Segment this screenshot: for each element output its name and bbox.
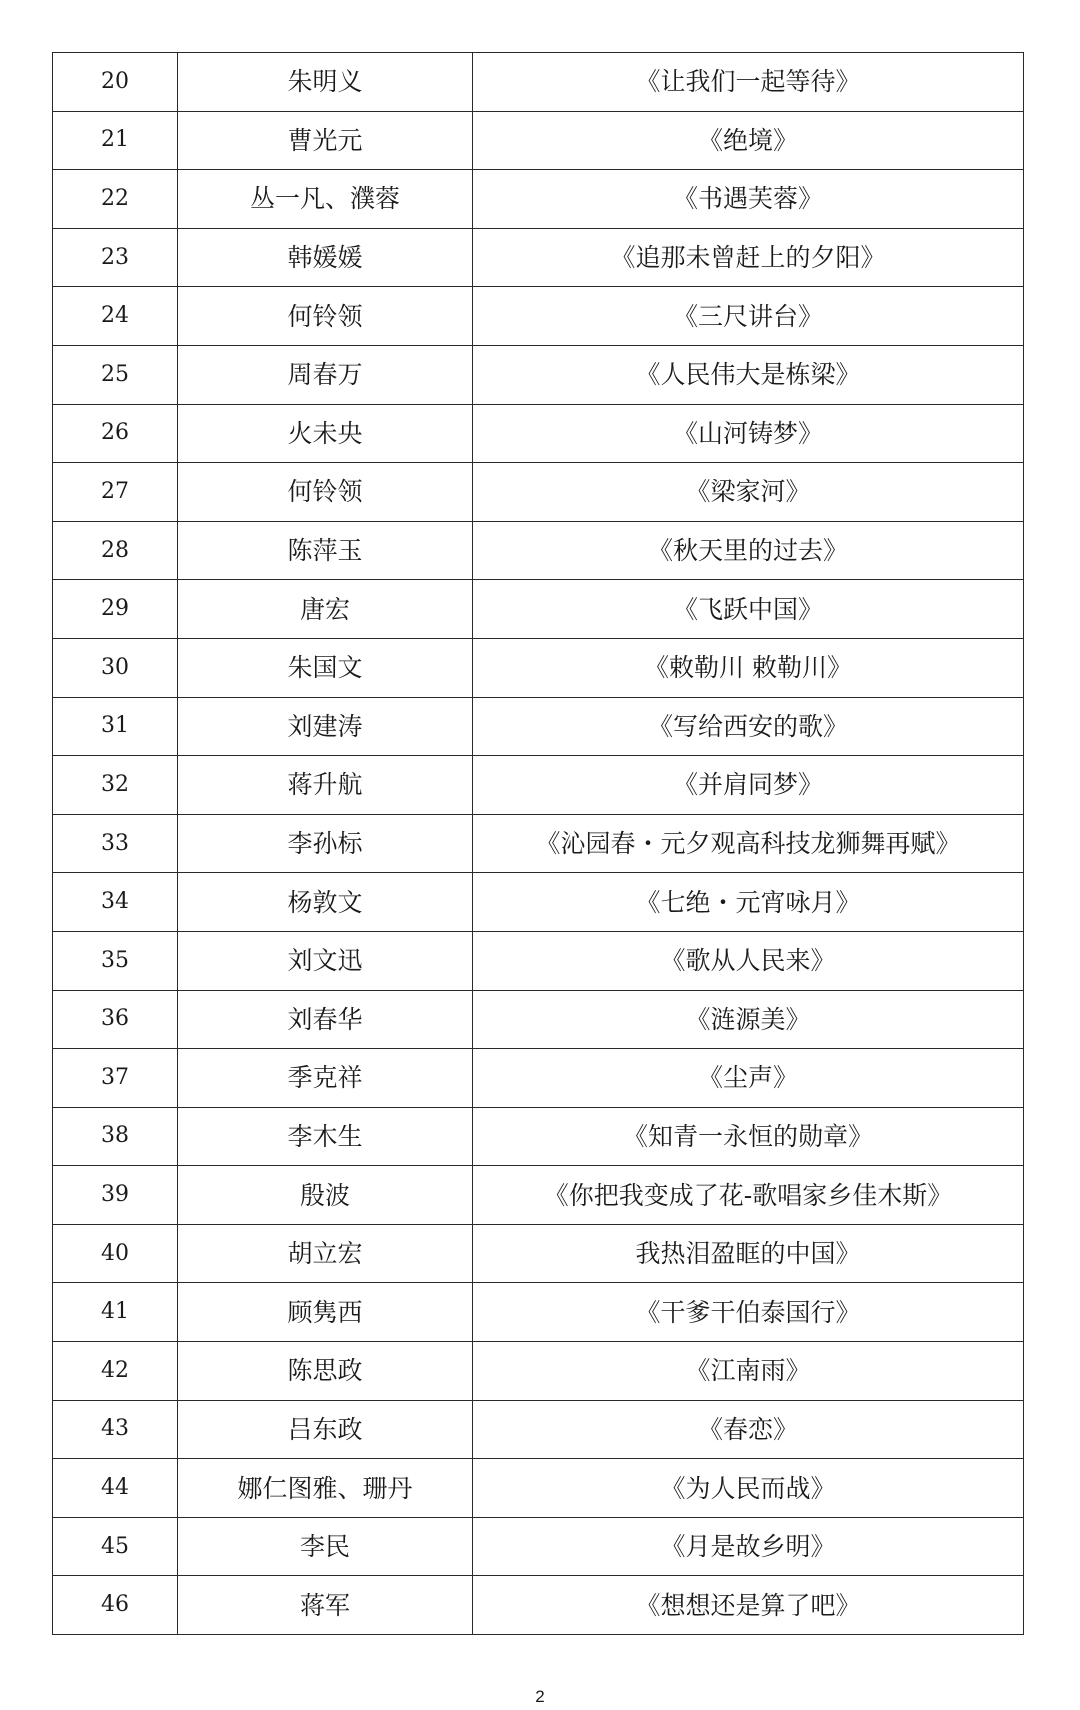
table-row xyxy=(53,228,1024,287)
table-row xyxy=(53,1342,1024,1401)
title-cell: 《并肩同梦》 xyxy=(473,756,1024,815)
title-cell: 《山河铸梦》 xyxy=(473,404,1024,463)
title-cell: 《沁园春・元夕观高科技龙狮舞再赋》 xyxy=(473,814,1024,873)
author-cell: 火未央 xyxy=(178,404,473,463)
row-number: 44 xyxy=(53,1459,178,1518)
row-number: 40 xyxy=(53,1224,178,1283)
author-cell: 刘建涛 xyxy=(178,697,473,756)
author-cell: 陈萍玉 xyxy=(178,521,473,580)
row-number: 45 xyxy=(53,1517,178,1576)
row-number: 20 xyxy=(53,53,178,112)
title-cell: 《追那未曾赶上的夕阳》 xyxy=(473,228,1024,287)
table-row xyxy=(53,638,1024,697)
title-cell: 《梁家河》 xyxy=(473,463,1024,522)
title-cell: 《尘声》 xyxy=(473,1049,1024,1108)
row-number: 27 xyxy=(53,463,178,522)
author-cell: 何铃领 xyxy=(178,287,473,346)
author-cell: 蒋升航 xyxy=(178,756,473,815)
row-number: 29 xyxy=(53,580,178,639)
row-number: 25 xyxy=(53,345,178,404)
table-row xyxy=(53,1459,1024,1518)
title-cell: 《绝境》 xyxy=(473,111,1024,170)
table-row xyxy=(53,463,1024,522)
title-cell: 《敕勒川 敕勒川》 xyxy=(473,638,1024,697)
title-cell: 《知青一永恒的勋章》 xyxy=(473,1107,1024,1166)
author-cell: 李孙标 xyxy=(178,814,473,873)
author-cell: 顾隽西 xyxy=(178,1283,473,1342)
row-number: 38 xyxy=(53,1107,178,1166)
table-row xyxy=(53,404,1024,463)
row-number: 31 xyxy=(53,697,178,756)
table-row xyxy=(53,1107,1024,1166)
table-row xyxy=(53,931,1024,990)
row-number: 21 xyxy=(53,111,178,170)
author-cell: 曹光元 xyxy=(178,111,473,170)
title-cell: 《飞跃中国》 xyxy=(473,580,1024,639)
author-cell: 杨敦文 xyxy=(178,873,473,932)
row-number: 24 xyxy=(53,287,178,346)
author-cell: 刘春华 xyxy=(178,990,473,1049)
title-cell: 《三尺讲台》 xyxy=(473,287,1024,346)
page-number: 2 xyxy=(535,1687,545,1706)
row-number: 39 xyxy=(53,1166,178,1225)
author-cell: 陈思政 xyxy=(178,1342,473,1401)
row-number: 23 xyxy=(53,228,178,287)
table-row xyxy=(53,814,1024,873)
author-cell: 刘文迅 xyxy=(178,931,473,990)
author-cell: 娜仁图雅、珊丹 xyxy=(178,1459,473,1518)
table-row xyxy=(53,580,1024,639)
table-row xyxy=(53,1517,1024,1576)
row-number: 33 xyxy=(53,814,178,873)
table-row xyxy=(53,1576,1024,1635)
author-cell: 丛一凡、濮蓉 xyxy=(178,170,473,229)
title-cell: 《想想还是算了吧》 xyxy=(473,1576,1024,1635)
table-row xyxy=(53,170,1024,229)
author-cell: 季克祥 xyxy=(178,1049,473,1108)
row-number: 30 xyxy=(53,638,178,697)
title-cell: 《秋天里的过去》 xyxy=(473,521,1024,580)
title-cell: 《为人民而战》 xyxy=(473,1459,1024,1518)
row-number: 36 xyxy=(53,990,178,1049)
row-number: 43 xyxy=(53,1400,178,1459)
author-cell: 蒋军 xyxy=(178,1576,473,1635)
table-row xyxy=(53,756,1024,815)
row-number: 32 xyxy=(53,756,178,815)
table-row xyxy=(53,53,1024,112)
row-number: 42 xyxy=(53,1342,178,1401)
author-cell: 殷波 xyxy=(178,1166,473,1225)
table-row xyxy=(53,1224,1024,1283)
title-cell: 《月是故乡明》 xyxy=(473,1517,1024,1576)
row-number: 22 xyxy=(53,170,178,229)
author-cell: 周春万 xyxy=(178,345,473,404)
row-number: 37 xyxy=(53,1049,178,1108)
author-cell: 韩媛媛 xyxy=(178,228,473,287)
entries-table xyxy=(52,52,1024,1635)
table-row xyxy=(53,521,1024,580)
author-cell: 李木生 xyxy=(178,1107,473,1166)
table-row xyxy=(53,697,1024,756)
title-cell: 《你把我变成了花-歌唱家乡佳木斯》 xyxy=(473,1166,1024,1225)
table-row xyxy=(53,873,1024,932)
row-number: 28 xyxy=(53,521,178,580)
row-number: 35 xyxy=(53,931,178,990)
title-cell: 《书遇芙蓉》 xyxy=(473,170,1024,229)
author-cell: 唐宏 xyxy=(178,580,473,639)
table-row xyxy=(53,990,1024,1049)
title-cell: 《写给西安的歌》 xyxy=(473,697,1024,756)
table-row xyxy=(53,1166,1024,1225)
author-cell: 朱国文 xyxy=(178,638,473,697)
author-cell: 朱明义 xyxy=(178,53,473,112)
table-body xyxy=(53,53,1024,1635)
table-row xyxy=(53,345,1024,404)
title-cell: 《人民伟大是栋梁》 xyxy=(473,345,1024,404)
row-number: 46 xyxy=(53,1576,178,1635)
title-cell: 《春恋》 xyxy=(473,1400,1024,1459)
table-row xyxy=(53,1400,1024,1459)
table-row xyxy=(53,1283,1024,1342)
table-row xyxy=(53,111,1024,170)
title-cell: 《让我们一起等待》 xyxy=(473,53,1024,112)
table-row xyxy=(53,287,1024,346)
author-cell: 胡立宏 xyxy=(178,1224,473,1283)
title-cell: 《七绝・元宵咏月》 xyxy=(473,873,1024,932)
title-cell: 《江南雨》 xyxy=(473,1342,1024,1401)
table-row xyxy=(53,1049,1024,1108)
author-cell: 何铃领 xyxy=(178,463,473,522)
row-number: 26 xyxy=(53,404,178,463)
author-cell: 吕东政 xyxy=(178,1400,473,1459)
row-number: 34 xyxy=(53,873,178,932)
author-cell: 李民 xyxy=(178,1517,473,1576)
row-number: 41 xyxy=(53,1283,178,1342)
title-cell: 《涟源美》 xyxy=(473,990,1024,1049)
title-cell: 《歌从人民来》 xyxy=(473,931,1024,990)
title-cell: 我热泪盈眶的中国》 xyxy=(473,1224,1024,1283)
title-cell: 《干爹干伯泰国行》 xyxy=(473,1283,1024,1342)
